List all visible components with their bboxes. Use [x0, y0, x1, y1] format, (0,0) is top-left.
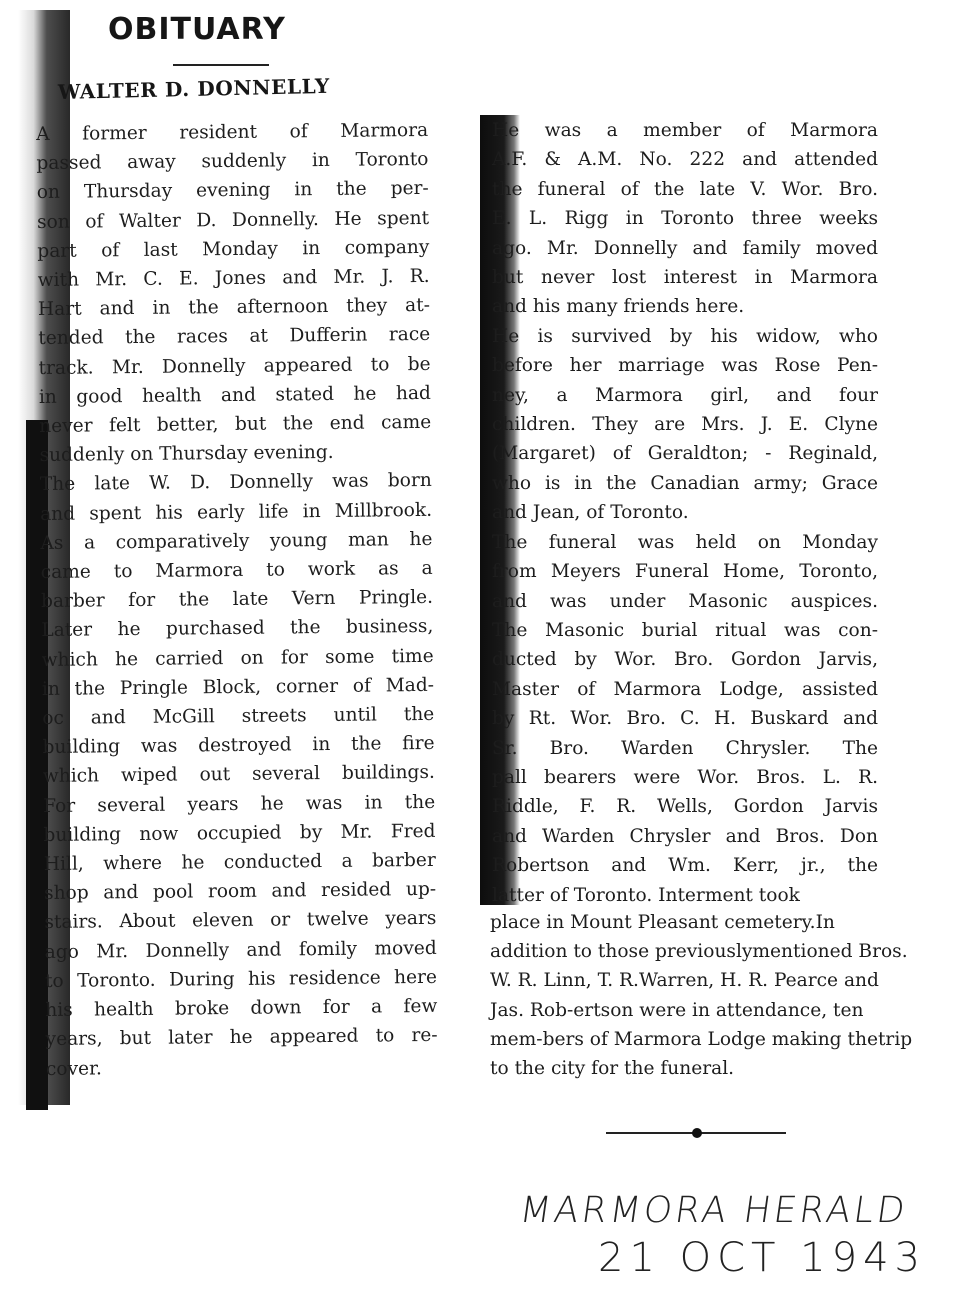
text-line: Sr. Bro. Warden Chrysler. The [492, 737, 878, 759]
text-line: ertson were in attendance, ten mem- [490, 999, 864, 1050]
text-line: and Jean, of Toronto. [492, 502, 689, 524]
text-line: In addition to those previously [490, 912, 835, 963]
text-line: ago. Mr. Donnelly and family moved [492, 237, 878, 259]
text-line: A former resident of Marmora [36, 119, 429, 145]
text-line: latter of Toronto. Interment took [492, 884, 800, 906]
left-column-text [36, 116, 438, 1084]
text-line: but never lost interest in Marmora [492, 267, 878, 289]
text-line: years, but later he appeared to re- [45, 1025, 438, 1051]
text-line: Warren, H. R. Pearce and Jas. Rob- [490, 970, 879, 1021]
text-line: which wiped out several buildings. [42, 762, 435, 788]
text-line: ago Mr. Donnelly and fomily moved [44, 937, 437, 963]
text-line: He was a member of Marmora [492, 120, 878, 141]
text-line: shop and pool room and resided up- [43, 879, 437, 905]
text-line: As a comparatively young man he [40, 528, 433, 554]
text-line: barber for the late Vern Pringle. [40, 587, 434, 613]
text-line: never felt better, but the end came [39, 411, 432, 438]
text-line: part of last Monday in company [37, 236, 430, 262]
text-line: passed away suddenly in Toronto [36, 149, 429, 175]
text-line: The funeral was held on Monday [492, 531, 878, 553]
text-line: E. L. Rigg in Toronto three weeks [492, 208, 878, 230]
handwritten-source-note [517, 1190, 926, 1281]
text-line: mentioned Bros. W. R. Linn, T. R. [490, 941, 908, 992]
text-line: For several years he was in the [43, 791, 436, 817]
text-line: Hart and in the afternoon they at- [37, 295, 431, 321]
text-line: stairs. About eleven or twelve years [44, 908, 437, 934]
text-line: (Margaret) of Geraldton; - Reginald, [492, 443, 878, 465]
text-line: track. Mr. Donnelly appeared to be [38, 353, 431, 379]
text-line: children. They are Mrs. J. E. Clyne [492, 414, 878, 436]
text-line: his health broke down for a few [45, 995, 438, 1022]
source-publication: MARMORA HERALD [517, 1190, 911, 1231]
heading-rule [173, 64, 269, 66]
text-line: place in Mount Pleasant cemetery. [490, 912, 816, 933]
right-column-tail-text [490, 908, 918, 1083]
left-column-area [0, 0, 440, 1110]
text-line: in good health and stated he had [38, 382, 431, 408]
text-line: with Mr. C. E. Jones and Mr. J. R. [37, 265, 430, 292]
text-line: ducted by Wor. Bro. Gordon Jarvis, [492, 649, 878, 671]
text-line: suddenly on Thursday evening. [39, 442, 334, 467]
source-date: 21 OCT 1943 [598, 1235, 926, 1281]
text-line: son of Walter D. Donnelly. He spent [36, 207, 430, 233]
text-line: He is survived by his widow, who [492, 325, 878, 347]
text-line: Robertson and Wm. Kerr, jr., the [492, 855, 878, 877]
text-line: building was destroyed in the fire [42, 733, 435, 759]
text-line: from Meyers Funeral Home, Toronto, [492, 561, 878, 583]
text-line: by Rt. Wor. Bro. C. H. Buskard and [492, 708, 878, 730]
section-heading: OBITUARY [108, 12, 286, 47]
text-line: oc and McGill streets until the [42, 703, 435, 730]
text-line: building now occupied by Mr. Fred [43, 820, 436, 846]
text-line: Hill, where he conducted a barber [43, 849, 436, 876]
text-line: tended the races at Dufferin race [38, 324, 431, 350]
right-column-text [492, 116, 878, 910]
text-line: which he carried on for some time [41, 645, 434, 671]
text-line: before her marriage was Rose Pen- [492, 355, 878, 377]
text-line: and was under Masonic auspices. [492, 590, 878, 612]
text-line: ney, a Marmora girl, and four [492, 384, 878, 406]
text-line: trip to the city for the funeral. [490, 1028, 913, 1080]
text-line: bers of Marmora Lodge making the [542, 1028, 878, 1050]
text-line: in the Pringle Block, corner of Mad- [41, 674, 435, 700]
text-line: Riddle, F. R. Wells, Gordon Jarvis [492, 796, 878, 818]
text-line: pall bearers were Wor. Bros. L. R. [492, 766, 878, 788]
end-rule-dot [692, 1128, 702, 1138]
text-line: came to Marmora to work as a [40, 557, 433, 584]
text-line: The Masonic burial ritual was con- [492, 619, 878, 641]
text-line: A.F. & A.M. No. 222 and attended [492, 149, 878, 171]
text-line: to Toronto. During his residence here [44, 966, 438, 992]
text-line: and spent his early life in Millbrook. [40, 499, 433, 525]
text-line: Later he purchased the business, [41, 616, 434, 642]
text-line: on Thursday evening in the per- [36, 178, 429, 204]
text-line: The late W. D. Donnelly was born [39, 470, 432, 496]
text-line: and Warden Chrysler and Bros. Don [492, 825, 878, 847]
text-line: Master of Marmora Lodge, assisted [492, 678, 878, 700]
text-line: who is in the Canadian army; Grace [492, 472, 878, 494]
text-line: the funeral of the late V. Wor. Bro. [492, 178, 878, 200]
obituary-name-headline: WALTER D. DONNELLY [57, 73, 331, 104]
text-line: and his many friends here. [492, 296, 745, 318]
text-line: cover. [45, 1057, 102, 1080]
